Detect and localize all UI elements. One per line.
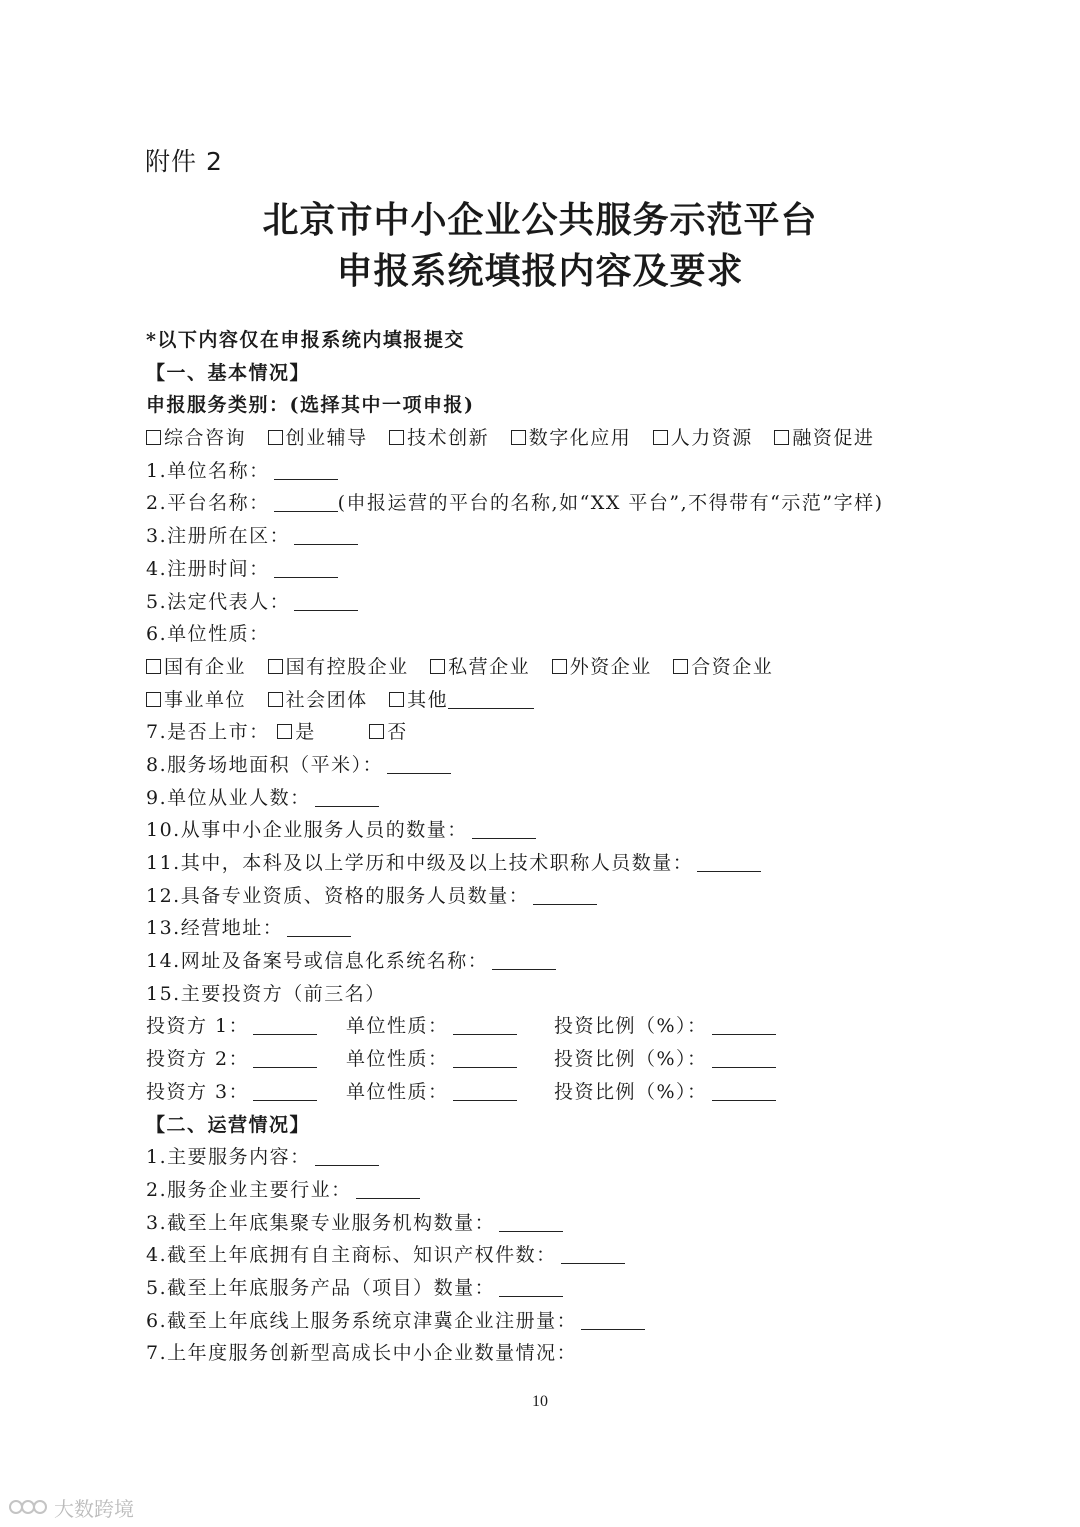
blank-field[interactable]	[294, 526, 358, 545]
platform-name-note: (申报运营的平台的名称,如“XX 平台”,不得带有“示范”字样)	[337, 492, 884, 515]
checkbox-icon[interactable]	[430, 659, 445, 674]
document-title-line1: 北京市中小企业公共服务示范平台	[262, 200, 818, 241]
nature-option[interactable]: 私营企业	[430, 656, 530, 678]
field-main-investors: 15.主要投资方（前三名）	[146, 982, 386, 1005]
checkbox-icon[interactable]	[369, 724, 384, 739]
document-title-line2: 申报系统填报内容及要求	[336, 251, 744, 292]
field-sme-service-staff: 10.从事中小企业服务人员的数量：	[146, 814, 1026, 847]
category-option[interactable]: 人力资源	[653, 427, 753, 449]
blank-field[interactable]	[274, 493, 338, 512]
checkbox-icon[interactable]	[146, 692, 161, 707]
blank-field[interactable]	[453, 1016, 517, 1035]
checkbox-icon[interactable]	[389, 430, 404, 445]
category-option[interactable]: 创业辅导	[268, 427, 368, 449]
blank-field[interactable]	[315, 1147, 379, 1166]
nature-options-row1	[146, 651, 1026, 684]
investor-row: 投资方 1： 单位性质： 投资比例（%）：	[146, 1010, 1026, 1043]
section1-heading: 【一、基本情况】	[146, 361, 311, 384]
nature-option[interactable]: 国有企业	[146, 656, 246, 678]
field-business-address: 13.经营地址：	[146, 912, 1026, 945]
field-legal-representative: 5.法定代表人：	[146, 586, 1026, 619]
blank-field[interactable]	[533, 886, 597, 905]
blank-field[interactable]	[448, 690, 534, 709]
field-website: 14.网址及备案号或信息化系统名称：	[146, 945, 1026, 978]
attachment-label: 附件 2	[145, 147, 223, 176]
nature-option[interactable]: 社会团体	[268, 689, 368, 711]
blank-field[interactable]	[453, 1082, 517, 1101]
checkbox-icon[interactable]	[673, 659, 688, 674]
category-options	[146, 422, 1026, 455]
nature-option[interactable]: 合资企业	[673, 656, 773, 678]
blank-field[interactable]	[499, 1213, 563, 1232]
nature-option[interactable]: 其他	[389, 689, 534, 711]
category-option[interactable]: 综合咨询	[146, 427, 246, 449]
note-line: *以下内容仅在申报系统内填报提交	[146, 329, 465, 351]
blank-field[interactable]	[287, 918, 351, 937]
checkbox-icon[interactable]	[511, 430, 526, 445]
blank-field[interactable]	[253, 1016, 317, 1035]
category-option[interactable]: 数字化应用	[511, 427, 632, 449]
nature-option[interactable]: 事业单位	[146, 689, 246, 711]
blank-field[interactable]	[472, 820, 536, 839]
category-option[interactable]: 技术创新	[389, 427, 489, 449]
checkbox-icon[interactable]	[389, 692, 404, 707]
field-service-products: 5.截至上年底服务产品（项目）数量：	[146, 1272, 1026, 1305]
field-service-agencies: 3.截至上年底集聚专业服务机构数量：	[146, 1207, 1026, 1240]
nature-options-row2	[146, 684, 1026, 717]
blank-field[interactable]	[253, 1082, 317, 1101]
blank-field[interactable]	[712, 1049, 776, 1068]
checkbox-icon[interactable]	[268, 659, 283, 674]
blank-field[interactable]	[499, 1278, 563, 1297]
checkbox-icon[interactable]	[653, 430, 668, 445]
blank-field[interactable]	[453, 1049, 517, 1068]
blank-field[interactable]	[274, 559, 338, 578]
field-online-registrations: 6.截至上年底线上服务系统京津冀企业注册量：	[146, 1305, 1026, 1338]
blank-field[interactable]	[561, 1245, 625, 1264]
category-option[interactable]: 融资促进	[774, 427, 874, 449]
category-label: 申报服务类别：(选择其中一项申报)	[146, 394, 475, 417]
blank-field[interactable]	[253, 1049, 317, 1068]
blank-field[interactable]	[315, 788, 379, 807]
watermark-logo-icon	[8, 1496, 48, 1518]
field-qualified-staff: 11.其中，本科及以上学历和中级及以上技术职称人员数量：	[146, 847, 1026, 880]
page-number: 10	[532, 1393, 548, 1410]
field-unit-nature: 6.单位性质：	[146, 623, 270, 646]
field-registration-date: 4.注册时间：	[146, 553, 1026, 586]
checkbox-icon[interactable]	[146, 430, 161, 445]
checkbox-icon[interactable]	[552, 659, 567, 674]
blank-field[interactable]	[712, 1016, 776, 1035]
field-registered-district: 3.注册所在区：	[146, 520, 1026, 553]
field-platform-name: 2.平台名称： (申报运营的平台的名称,如“XX 平台”,不得带有“示范”字样)	[146, 492, 884, 515]
field-main-industries: 2.服务企业主要行业：	[146, 1174, 1026, 1207]
investor-row: 投资方 3： 单位性质： 投资比例（%）：	[146, 1076, 1026, 1109]
field-listed: 7.是否上市： 是 否	[146, 721, 408, 744]
blank-field[interactable]	[712, 1082, 776, 1101]
checkbox-icon[interactable]	[277, 724, 292, 739]
investor-row: 投资方 2： 单位性质： 投资比例（%）：	[146, 1043, 1026, 1076]
blank-field[interactable]	[492, 951, 556, 970]
field-service-area: 8.服务场地面积（平米）：	[146, 749, 1026, 782]
blank-field[interactable]	[581, 1311, 645, 1330]
watermark	[8, 1494, 134, 1520]
checkbox-icon[interactable]	[268, 430, 283, 445]
blank-field[interactable]	[387, 755, 451, 774]
nature-option[interactable]: 国有控股企业	[268, 656, 409, 678]
field-certified-staff: 12.具备专业资质、资格的服务人员数量：	[146, 880, 1026, 913]
form-body	[146, 324, 1026, 1370]
listed-no-option[interactable]: 否	[369, 721, 408, 743]
checkbox-icon[interactable]	[268, 692, 283, 707]
field-innovative-smes: 7.上年度服务创新型高成长中小企业数量情况：	[146, 1342, 578, 1365]
checkbox-icon[interactable]	[774, 430, 789, 445]
field-unit-name: 1.单位名称：	[146, 455, 1026, 488]
checkbox-icon[interactable]	[146, 659, 161, 674]
blank-field[interactable]	[274, 461, 338, 480]
listed-yes-option[interactable]: 是	[277, 721, 316, 743]
field-employees: 9.单位从业人数：	[146, 782, 1026, 815]
field-trademarks-ip: 4.截至上年底拥有自主商标、知识产权件数：	[146, 1239, 1026, 1272]
blank-field[interactable]	[697, 853, 761, 872]
nature-option[interactable]: 外资企业	[552, 656, 652, 678]
watermark-text: 大数跨境	[54, 1496, 134, 1521]
blank-field[interactable]	[356, 1180, 420, 1199]
section2-heading: 【二、运营情况】	[146, 1113, 311, 1136]
blank-field[interactable]	[294, 592, 358, 611]
field-main-services: 1.主要服务内容：	[146, 1141, 1026, 1174]
